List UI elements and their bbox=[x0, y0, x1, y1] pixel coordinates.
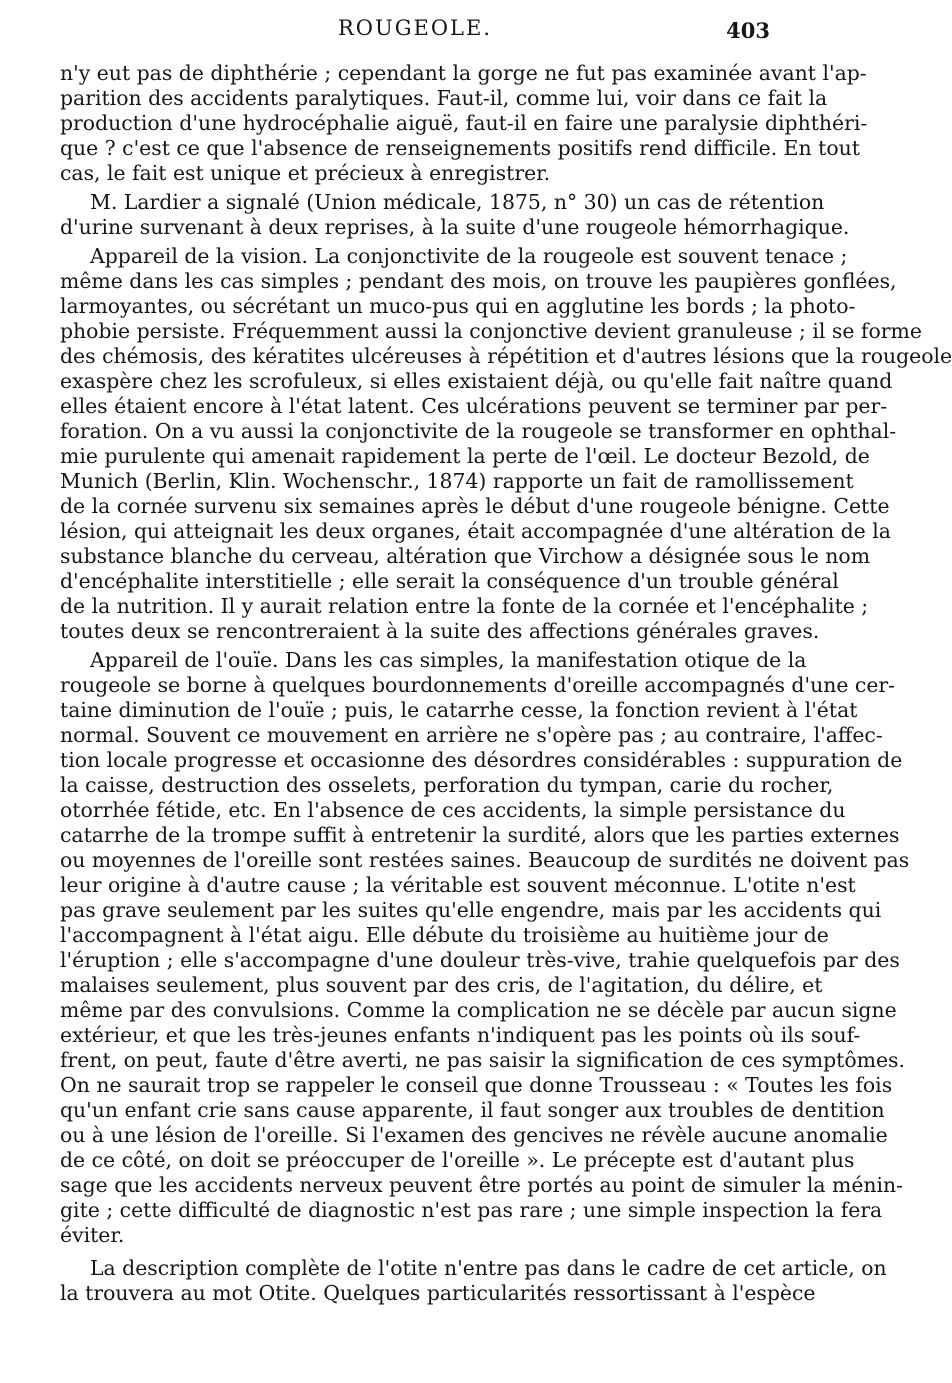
text-line: de ce côté, on doit se préoccuper de l'oreille ». Le précepte est d'autant plus bbox=[60, 1148, 855, 1172]
text-line: exaspère chez les scrofuleux, si elles existaient déjà, ou qu'elle fait naître quand bbox=[60, 369, 893, 393]
text-line: larmoyantes, ou sécrétant un muco-pus qui en agglutine les bords ; la photo- bbox=[60, 294, 856, 318]
text-line: frent, on peut, faute d'être averti, ne pas saisir la signification de ces symptômes. bbox=[60, 1048, 905, 1072]
text-line: n'y eut pas de diphthérie ; cependant la gorge ne fut pas examinée avant l'ap- bbox=[60, 61, 867, 85]
text-line: foration. On a vu aussi la conjonctivite de la rougeole se transformer en ophthal- bbox=[60, 419, 897, 443]
text-line: l'accompagnent à l'état aigu. Elle débute du troisième au huitième jour de bbox=[60, 923, 829, 947]
page-number: 403 bbox=[726, 18, 770, 43]
text-line: de la cornée survenu six semaines après le début d'une rougeole bénigne. Cette bbox=[60, 494, 890, 518]
text-line: lésion, qui atteignait les deux organes, était accompagnée d'une altération de la bbox=[60, 519, 891, 543]
text-line: la trouvera au mot Otite. Quelques particularités ressortissant à l'espèce bbox=[60, 1281, 816, 1305]
text-line: leur origine à d'autre cause ; la véritable est souvent méconnue. L'otite n'est bbox=[60, 873, 856, 897]
text-line: catarrhe de la trompe suffit à entretenir la surdité, alors que les parties externes bbox=[60, 823, 900, 847]
text-line: qu'un enfant crie sans cause apparente, il faut songer aux troubles de dentition bbox=[60, 1098, 885, 1122]
text-line: Munich (Berlin, Klin. Wochenschr., 1874) rapporte un fait de ramollissement bbox=[60, 469, 854, 493]
text-line: éviter. bbox=[60, 1223, 125, 1247]
text-line: rougeole se borne à quelques bourdonnements d'oreille accompagnés d'une cer- bbox=[60, 673, 896, 697]
text-line: la caisse, destruction des osselets, perforation du tympan, carie du rocher, bbox=[60, 773, 834, 797]
text-line: extérieur, et que les très-jeunes enfants n'indiquent pas les points où ils souf- bbox=[60, 1023, 861, 1047]
text-line: M. Lardier a signalé (Union médicale, 1875, n° 30) un cas de rétention bbox=[90, 190, 825, 214]
text-line: des chémosis, des kératites ulcéreuses à répétition et d'autres lésions que la rougeole bbox=[60, 344, 952, 368]
text-line: phobie persiste. Fréquemment aussi la conjonctive devient granuleuse ; il se forme bbox=[60, 319, 922, 343]
text-line: normal. Souvent ce mouvement en arrière ne s'opère pas ; au contraire, l'affec- bbox=[60, 723, 883, 747]
text-line: substance blanche du cerveau, altération que Virchow a désignée sous le nom bbox=[60, 544, 871, 568]
text-line: Appareil de la vision. La conjonctivite de la rougeole est souvent tenace ; bbox=[90, 244, 848, 268]
text-line: cas, le fait est unique et précieux à enregistrer. bbox=[60, 161, 551, 185]
text-line: production d'une hydrocéphalie aiguë, faut-il en faire une paralysie diphthéri- bbox=[60, 111, 868, 135]
text-line: ou moyennes de l'oreille sont restées saines. Beaucoup de surdités ne doivent pas bbox=[60, 848, 910, 872]
running-title: ROUGEOLE. bbox=[338, 16, 492, 40]
text-line: taine diminution de l'ouïe ; puis, le catarrhe cesse, la fonction revient à l'état bbox=[60, 698, 858, 722]
text-line: elles étaient encore à l'état latent. Ces ulcérations peuvent se terminer par per- bbox=[60, 394, 888, 418]
text-line: ou à une lésion de l'oreille. Si l'examen des gencives ne révèle aucune anomalie bbox=[60, 1123, 888, 1147]
body-text bbox=[60, 61, 952, 1306]
text-line: pas grave seulement par les suites qu'elle engendre, mais par les accidents qui bbox=[60, 898, 882, 922]
text-line: malaises seulement, plus souvent par des cris, de l'agitation, du délire, et bbox=[60, 973, 823, 997]
text-line: que ? c'est ce que l'absence de renseignements positifs rend difficile. En tout bbox=[60, 136, 860, 160]
text-line: toutes deux se rencontreraient à la suite des affections générales graves. bbox=[60, 619, 820, 643]
text-line: l'éruption ; elle s'accompagne d'une douleur très-vive, trahie quelquefois par des bbox=[60, 948, 900, 972]
text-line: On ne saurait trop se rappeler le conseil que donne Trousseau : « Toutes les fois bbox=[60, 1073, 893, 1097]
text-line: tion locale progresse et occasionne des désordres considérables : suppuration de bbox=[60, 748, 903, 772]
text-line: d'encéphalite interstitielle ; elle serait la conséquence d'un trouble général bbox=[60, 569, 839, 593]
text-line: d'urine survenant à deux reprises, à la suite d'une rougeole hémorrhagique. bbox=[60, 215, 850, 239]
text-line: otorrhée fétide, etc. En l'absence de ces accidents, la simple persistance du bbox=[60, 798, 846, 822]
text-line: La description complète de l'otite n'entre pas dans le cadre de cet article, on bbox=[90, 1256, 887, 1280]
text-line: de la nutrition. Il y aurait relation entre la fonte de la cornée et l'encéphalite ; bbox=[60, 594, 869, 618]
text-line: sage que les accidents nerveux peuvent être portés au point de simuler la ménin- bbox=[60, 1173, 904, 1197]
text-line: même par des convulsions. Comme la complication ne se décèle par aucun signe bbox=[60, 998, 897, 1022]
page-header bbox=[60, 16, 770, 46]
text-line: mie purulente qui amenait rapidement la perte de l'œil. Le docteur Bezold, de bbox=[60, 444, 870, 468]
text-line: parition des accidents paralytiques. Faut-il, comme lui, voir dans ce fait la bbox=[60, 86, 828, 110]
text-line: même dans les cas simples ; pendant des mois, on trouve les paupières gonflées, bbox=[60, 269, 897, 293]
text-line: gite ; cette difficulté de diagnostic n'est pas rare ; une simple inspection la fera bbox=[60, 1198, 883, 1222]
text-line: Appareil de l'ouïe. Dans les cas simples, la manifestation otique de la bbox=[90, 648, 807, 672]
